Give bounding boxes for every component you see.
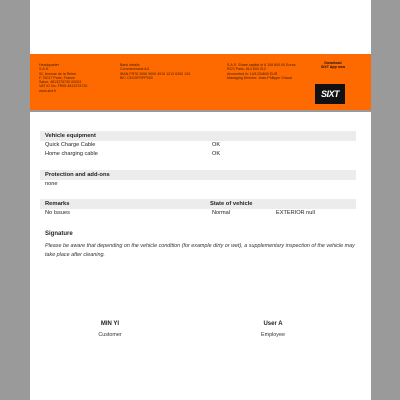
remarks-section — [40, 199, 356, 218]
employee-name: User A — [263, 321, 283, 327]
state-heading: State of vehicle — [210, 201, 253, 207]
remarks-row — [40, 209, 356, 218]
customer-role: Customer — [98, 332, 122, 338]
registration-details: S.A.S. Share capital of 6 108 600.00 Euros RCS Paris, 814 833 012 Accounted in: 14/1234840 EUR Managing Director: Jean-Philippe Giraud — [227, 63, 296, 80]
equipment-row — [40, 150, 356, 159]
remarks-heading: Remarks — [45, 201, 70, 207]
signature-notice: Please be aware that depending on the vehicle condition (for example dirty or wet), a supplementary inspection of the vehicle may take place after cleaning. — [45, 243, 355, 258]
app-download-label: Download SIXT App now — [320, 61, 346, 70]
document-page — [30, 112, 371, 400]
exterior-value: EXTERIOR null — [276, 210, 315, 216]
equipment-row — [40, 141, 356, 150]
signature-heading: Signature — [45, 231, 73, 237]
protection-section — [40, 170, 356, 189]
company-banner — [30, 54, 371, 110]
protection-value: none — [45, 181, 58, 187]
company-address: Headquarter S.A.S. 92, Avenue de la Reine F-75017 Paris, France Salon. 4813375730 00003 VAT ID No. FR65 4813375730 www.sixt.fr — [39, 63, 88, 93]
equipment-value: OK — [212, 142, 221, 148]
section-heading — [40, 199, 356, 209]
equipment-label: Quick Charge Cable — [45, 142, 96, 148]
vehicle-equipment-section — [40, 131, 356, 159]
customer-name: MIN YI — [100, 321, 120, 327]
section-heading: Protection and add-ons — [40, 170, 356, 180]
equipment-label: Home charging cable — [45, 151, 98, 157]
sixt-logo — [315, 84, 345, 104]
employee-role: Employee — [261, 332, 285, 338]
section-heading: Vehicle equipment — [40, 131, 356, 141]
remark-value: No Issues — [45, 210, 70, 216]
equipment-value: OK — [212, 151, 221, 157]
protection-row — [40, 180, 356, 189]
logo-text: SIXT — [320, 89, 339, 99]
state-value: Normal — [212, 210, 231, 216]
bank-details: Bank details Commerzbank AG IBAN FR76 3006 9000 4910 1213 6300 134 BIC CEGSFRPP000 — [120, 63, 191, 80]
